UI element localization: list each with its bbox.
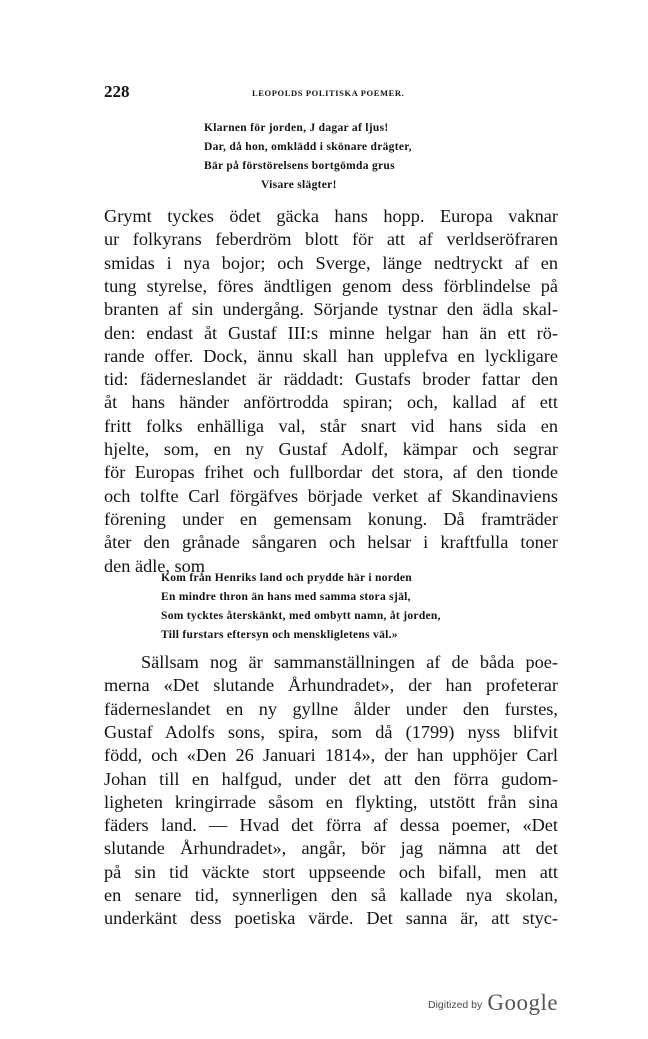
text-line: fritt folks enhälliga val, står snart vid hans sida en <box>104 415 558 436</box>
verse-line: Bär på förstörelsens bortgömda grus <box>204 160 395 172</box>
text-line: underkänt dess poetiska värde. Det sanna är, att styc- <box>104 908 558 929</box>
text-line: tung styrelse, föres ändtligen genom dess förblindelse på <box>104 275 558 296</box>
text-line: född, och «Den 26 Januari 1814», der han upphöjer Carl <box>104 745 558 766</box>
text-line: smidas i nya bojor; och Sverge, länge nedtryckt af en <box>104 252 558 273</box>
text-line: hjelte, som, en ny Gustaf Adolf, kämpar och segrar <box>104 439 558 459</box>
text-line: Johan till en halfgud, under det att den förra gudom- <box>104 768 558 789</box>
text-line: Sällsam nog är sammanställningen af de båda poe- <box>141 652 558 672</box>
text-line: Gustaf Adolfs sons, spira, som då (1799) nyss blifvit <box>104 721 558 742</box>
text-line: den ädle, som <box>104 555 206 576</box>
verse-line: Som tycktes återskänkt, med ombytt namn, åt jorden, <box>161 610 441 622</box>
text-line: rande offer. Dock, ännu skall han upplefva en lyckligare <box>104 345 558 366</box>
verse-line: Dar, då hon, omklädd i skönare drägter, <box>204 141 412 153</box>
verse-line: Kom från Henriks land och prydde här i norden <box>161 572 412 584</box>
text-line: förening under en gemensam konung. Då framträder <box>104 508 558 529</box>
verse-line: Till furstars eftersyn och menskligletens väl.» <box>161 629 398 641</box>
google-logo: Google <box>487 990 559 1015</box>
text-line: för Europas frihet och fullbordar det stora, af den tionde <box>104 462 558 483</box>
text-line: fäderneslandet en ny gyllne ålder under den furstes, <box>104 698 558 719</box>
page-number: 228 <box>104 82 130 101</box>
text-line: slutande Århundradet», angår, bör jag nämna att det <box>104 838 558 859</box>
text-line: merna «Det slutande Århundradet», der han profeterar <box>104 675 558 696</box>
text-line: ligheten kringirrade såsom en flykting, utstött från sina <box>104 791 558 812</box>
text-line: åter den grånade sångaren och helsar i kraftfulla toner <box>104 532 558 553</box>
text-line: och tolfte Carl förgäfves började verket af Skandinaviens <box>104 485 558 506</box>
verse-line: Klarnen för jorden, J dagar af ljus! <box>204 122 389 134</box>
text-line: branten af sin undergång. Sörjande tystnar den ädla skal- <box>104 299 558 320</box>
text-line: fäders land. — Hvad det förra af dessa poemer, «Det <box>104 815 558 836</box>
verse-line: Visare slägter! <box>261 179 337 191</box>
page-header <box>104 82 564 106</box>
text-line: den: endast åt Gustaf III:s minne helgar han än ett rö- <box>104 322 558 343</box>
text-line: tid: fäderneslandet är räddadt: Gustafs broder fattar den <box>104 369 558 390</box>
watermark-label: Digitized by <box>428 999 483 1011</box>
text-line: åt hans händer anförtrodda spiran; och, kallad af ett <box>104 392 558 413</box>
text-line: en senare tid, synnerligen den så kallade nya skolan, <box>104 885 558 905</box>
text-line: ur folkyrans feberdröm blott för att af verldseröfraren <box>104 229 558 250</box>
running-head: LEOPOLDS POLITISKA POEMER. <box>252 88 405 98</box>
text-line: på sin tid väckte stort uppseende och bifall, men att <box>104 861 558 882</box>
text-line: Grymt tyckes ödet gäcka hans hopp. Europa vaknar <box>104 206 558 226</box>
digitized-by-watermark <box>428 990 558 1016</box>
verse-line: En mindre thron än hans med samma stora själ, <box>161 591 411 603</box>
